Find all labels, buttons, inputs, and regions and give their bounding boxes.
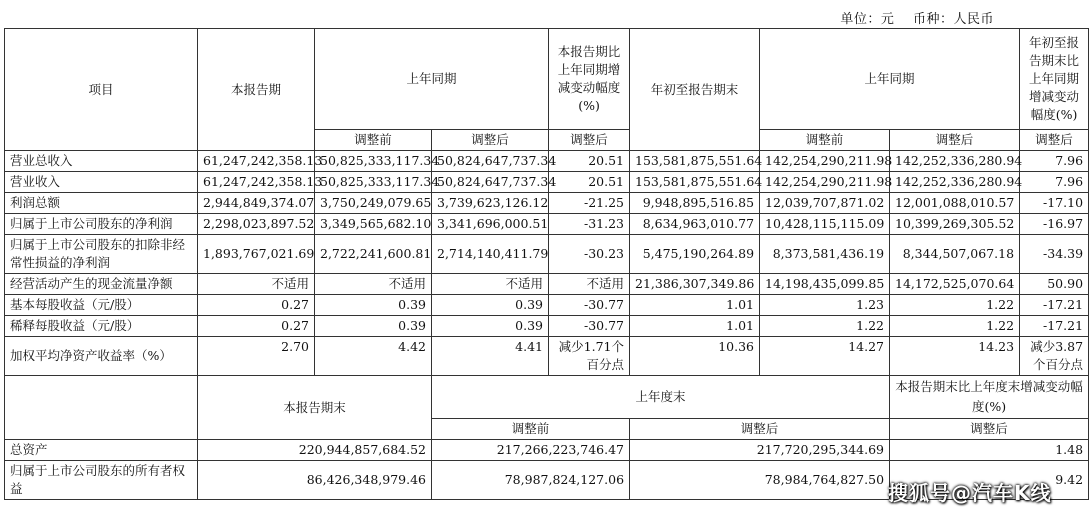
table-cell: 153,581,875,551.64 xyxy=(630,172,760,193)
table-cell: 50,825,333,117.34 xyxy=(315,172,432,193)
table-cell: 3,349,565,682.10 xyxy=(315,214,432,235)
table-cell: 7.96 xyxy=(1020,151,1089,172)
financial-table xyxy=(4,28,1089,500)
table-cell: 14,198,435,099.85 xyxy=(760,274,890,295)
table-cell: 50,825,333,117.34 xyxy=(315,151,432,172)
table-cell: 1.22 xyxy=(890,295,1020,316)
table-cell: 142,254,290,211.98 xyxy=(760,172,890,193)
table-cell: 8,373,581,436.19 xyxy=(760,235,890,274)
row-label: 营业总收入 xyxy=(5,151,198,172)
table-cell: 50.90 xyxy=(1020,274,1089,295)
table-cell: 14.23 xyxy=(890,337,1020,376)
table-cell: 1.48 xyxy=(890,440,1089,461)
table-row xyxy=(5,151,1089,172)
header-item: 项目 xyxy=(5,29,198,151)
table-cell: 1.22 xyxy=(890,316,1020,337)
table-cell: -21.25 xyxy=(549,193,630,214)
table-cell: 142,252,336,280.94 xyxy=(890,151,1020,172)
table-cell: -31.23 xyxy=(549,214,630,235)
table-cell: 9.42 xyxy=(890,461,1089,500)
table-cell: 2,714,140,411.79 xyxy=(432,235,549,274)
header-current: 本报告期 xyxy=(198,29,315,151)
row-label: 经营活动产生的现金流量净额 xyxy=(5,274,198,295)
table-cell: -30.77 xyxy=(549,316,630,337)
table-cell: 3,341,696,000.51 xyxy=(432,214,549,235)
bs-header-before-adj: 调整前 xyxy=(432,419,630,440)
table-cell: 1,893,767,021.69 xyxy=(198,235,315,274)
table-cell: 4.42 xyxy=(315,337,432,376)
bs-header-row-1 xyxy=(5,376,1089,419)
table-cell: 78,984,764,827.50 xyxy=(630,461,890,500)
header-prior-same: 上年同期 xyxy=(315,29,549,130)
table-cell: 61,247,242,358.13 xyxy=(198,151,315,172)
header-change: 本报告期比上年同期增减变动幅度(%) xyxy=(549,29,630,130)
table-cell: 14.27 xyxy=(760,337,890,376)
table-cell: 12,001,088,010.57 xyxy=(890,193,1020,214)
table-cell: 不适用 xyxy=(432,274,549,295)
table-cell: 0.39 xyxy=(432,316,549,337)
unit-line xyxy=(826,8,994,27)
table-cell: 3,750,249,079.65 xyxy=(315,193,432,214)
header-before-adj: 调整前 xyxy=(315,130,432,151)
table-cell: 不适用 xyxy=(549,274,630,295)
table-row xyxy=(5,295,1089,316)
table-cell: 8,344,507,067.18 xyxy=(890,235,1020,274)
table-cell: 2,944,849,374.07 xyxy=(198,193,315,214)
table-cell: 20.51 xyxy=(549,151,630,172)
bs-header-blank xyxy=(5,376,198,440)
table-cell: 0.27 xyxy=(198,316,315,337)
table-cell: 1.22 xyxy=(760,316,890,337)
table-cell: 减少1.71个百分点 xyxy=(549,337,630,376)
table-cell: 不适用 xyxy=(198,274,315,295)
header-row-1 xyxy=(5,29,1089,130)
table-cell: 8,634,963,010.77 xyxy=(630,214,760,235)
table-cell: 10.36 xyxy=(630,337,760,376)
row-label: 加权平均净资产收益率（%） xyxy=(5,337,198,376)
watermark: 搜狐号@汽车K线 xyxy=(888,481,1052,505)
table-cell: 61,247,242,358.13 xyxy=(198,172,315,193)
table-cell: 0.39 xyxy=(315,316,432,337)
header-before-adj-ytd: 调整前 xyxy=(760,130,890,151)
table-cell: -30.77 xyxy=(549,295,630,316)
row-label: 利润总额 xyxy=(5,193,198,214)
table-cell: 10,399,269,305.52 xyxy=(890,214,1020,235)
table-row xyxy=(5,440,1089,461)
table-cell: 5,475,190,264.89 xyxy=(630,235,760,274)
header-prior-same-ytd: 上年同期 xyxy=(760,29,1020,130)
currency-label: 币种：人民币 xyxy=(912,12,994,27)
table-cell: -17.21 xyxy=(1020,295,1089,316)
table-row xyxy=(5,235,1089,274)
table-cell: 50,824,647,737.34 xyxy=(432,151,549,172)
header-after-adj-change: 调整后 xyxy=(549,130,630,151)
table-cell: 9,948,895,516.85 xyxy=(630,193,760,214)
bs-header-prior-year-end: 上年度末 xyxy=(432,376,890,419)
table-cell: 153,581,875,551.64 xyxy=(630,151,760,172)
table-row xyxy=(5,274,1089,295)
table-cell: 3,739,623,126.12 xyxy=(432,193,549,214)
row-label: 归属于上市公司股东的所有者权益 xyxy=(5,461,198,500)
row-label: 总资产 xyxy=(5,440,198,461)
table-cell: 20.51 xyxy=(549,172,630,193)
header-ytd-change: 年初至报告期末比上年同期增减变动幅度(%) xyxy=(1020,29,1089,130)
table-row xyxy=(5,316,1089,337)
row-label: 归属于上市公司股东的净利润 xyxy=(5,214,198,235)
header-ytd: 年初至报告期末 xyxy=(630,29,760,151)
row-label: 基本每股收益（元/股） xyxy=(5,295,198,316)
bs-header-after-adj-change: 调整后 xyxy=(890,419,1089,440)
table-row xyxy=(5,172,1089,193)
bs-header-after-adj: 调整后 xyxy=(630,419,890,440)
table-cell: 2,298,023,897.52 xyxy=(198,214,315,235)
table-cell: 0.39 xyxy=(315,295,432,316)
table-cell: 21,386,307,349.86 xyxy=(630,274,760,295)
table-row xyxy=(5,214,1089,235)
table-cell: 0.39 xyxy=(432,295,549,316)
table-cell: 减少3.87个百分点 xyxy=(1020,337,1089,376)
table-cell: 不适用 xyxy=(315,274,432,295)
table-cell: 2.70 xyxy=(198,337,315,376)
table-cell: -30.23 xyxy=(549,235,630,274)
table-row xyxy=(5,337,1089,376)
row-label: 归属于上市公司股东的扣除非经常性损益的净利润 xyxy=(5,235,198,274)
table-cell: 142,254,290,211.98 xyxy=(760,151,890,172)
row-label: 营业收入 xyxy=(5,172,198,193)
table-cell: 10,428,115,115.09 xyxy=(760,214,890,235)
header-after-adj-ytd: 调整后 xyxy=(890,130,1020,151)
table-cell: 1.01 xyxy=(630,316,760,337)
table-cell: 78,987,824,127.06 xyxy=(432,461,630,500)
header-after-adj: 调整后 xyxy=(432,130,549,151)
unit-label: 单位：元 xyxy=(840,12,895,27)
row-label: 稀释每股收益（元/股） xyxy=(5,316,198,337)
bs-header-change: 本报告期末比上年度末增减变动幅度(%) xyxy=(890,376,1089,419)
table-cell: -34.39 xyxy=(1020,235,1089,274)
table-cell: 217,266,223,746.47 xyxy=(432,440,630,461)
table-cell: 50,824,647,737.34 xyxy=(432,172,549,193)
table-cell: 7.96 xyxy=(1020,172,1089,193)
table-cell: -16.97 xyxy=(1020,214,1089,235)
header-after-adj-ytd-change: 调整后 xyxy=(1020,130,1089,151)
table-cell: 4.41 xyxy=(432,337,549,376)
table-cell: 12,039,707,871.02 xyxy=(760,193,890,214)
table-cell: 220,944,857,684.52 xyxy=(198,440,432,461)
table-cell: 142,252,336,280.94 xyxy=(890,172,1020,193)
table-cell: -17.10 xyxy=(1020,193,1089,214)
table-cell: 0.27 xyxy=(198,295,315,316)
table-cell: 1.01 xyxy=(630,295,760,316)
table-cell: 14,172,525,070.64 xyxy=(890,274,1020,295)
table-cell: 86,426,348,979.46 xyxy=(198,461,432,500)
table-cell: -17.21 xyxy=(1020,316,1089,337)
table-cell: 1.23 xyxy=(760,295,890,316)
table-row xyxy=(5,193,1089,214)
table-cell: 217,720,295,344.69 xyxy=(630,440,890,461)
bs-header-period-end: 本报告期末 xyxy=(198,376,432,440)
table-cell: 2,722,241,600.81 xyxy=(315,235,432,274)
